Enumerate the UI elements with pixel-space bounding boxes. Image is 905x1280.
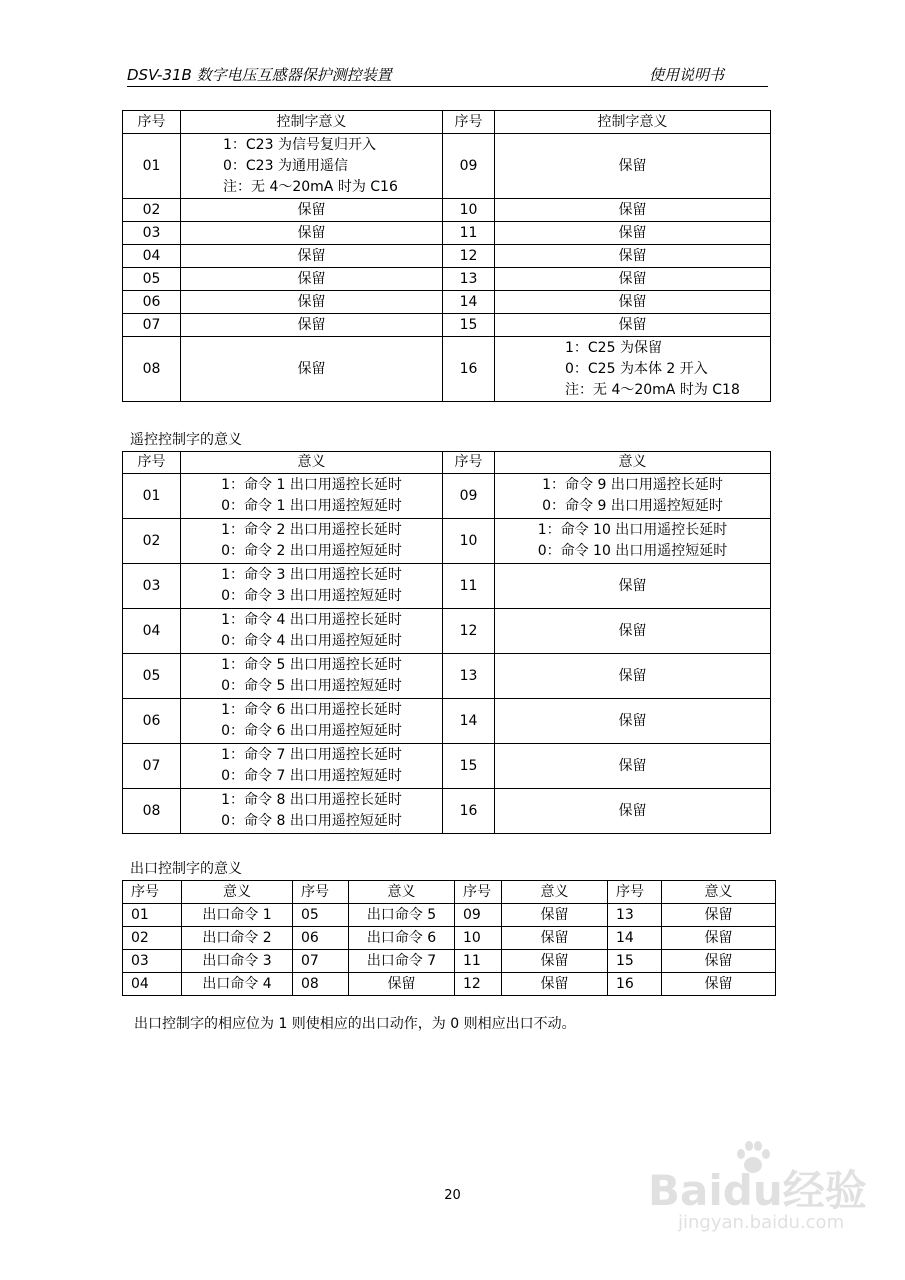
row-number: 15: [443, 744, 495, 789]
column-header: 意义: [495, 452, 771, 474]
cell-meaning: [181, 134, 443, 199]
cell-meaning: [181, 744, 443, 789]
cell-meaning: 保留: [662, 927, 776, 950]
table-row: [123, 474, 771, 519]
row-number: 14: [443, 291, 495, 314]
row-number: 16: [443, 337, 495, 402]
cell-meaning: 保留: [495, 744, 771, 789]
column-header: 意义: [349, 881, 455, 904]
row-number: 06: [123, 699, 181, 744]
meaning-line: 1：命令 6 出口用遥控长延时: [221, 702, 402, 718]
cell-meaning: 保留: [495, 245, 771, 268]
remote-control-caption: 遥控控制字的意义: [130, 432, 242, 448]
cell-meaning: 保留: [502, 927, 608, 950]
page-header: [127, 64, 768, 87]
meaning-line: 1：命令 9 出口用遥控长延时: [542, 477, 723, 493]
cell-meaning: 保留: [181, 268, 443, 291]
document-type: 使用说明书: [648, 66, 724, 84]
row-number: 15: [443, 314, 495, 337]
page-number: 20: [444, 1188, 461, 1203]
meaning-line: 1：C23 为信号复归开入: [223, 136, 376, 153]
row-number: 12: [455, 973, 502, 996]
document-title: DSV-31B 数字电压互感器保护测控装置: [127, 66, 392, 84]
table-row: [123, 222, 771, 245]
meaning-line: 0：命令 3 出口用遥控短延时: [221, 588, 402, 604]
control-word-table: [122, 110, 771, 402]
output-control-note: 出口控制字的相应位为 1 则使相应的出口动作，为 0 则相应出口不动。: [134, 1016, 576, 1032]
row-number: 08: [293, 973, 349, 996]
row-number: 09: [443, 134, 495, 199]
row-number: 04: [123, 973, 182, 996]
table-row: [123, 973, 776, 996]
row-number: 08: [123, 337, 181, 402]
row-number: 13: [443, 268, 495, 291]
row-number: 16: [443, 789, 495, 834]
row-number: 11: [443, 564, 495, 609]
cell-meaning: 出口命令 4: [182, 973, 293, 996]
column-header: 序号: [608, 881, 662, 904]
cell-meaning: 出口命令 7: [349, 950, 455, 973]
meaning-line: 0：命令 9 出口用遥控短延时: [542, 498, 723, 514]
meaning-line: 0：命令 1 出口用遥控短延时: [221, 498, 402, 514]
row-number: 06: [123, 291, 181, 314]
row-number: 03: [123, 950, 182, 973]
table-row: [123, 134, 771, 199]
cell-meaning: 保留: [349, 973, 455, 996]
cell-meaning: 保留: [495, 564, 771, 609]
meaning-line: 0：命令 2 出口用遥控短延时: [221, 543, 402, 559]
row-number: 09: [443, 474, 495, 519]
row-number: 02: [123, 199, 181, 222]
row-number: 09: [455, 904, 502, 927]
cell-meaning: 保留: [181, 222, 443, 245]
table-row: [123, 337, 771, 402]
cell-meaning: 保留: [495, 699, 771, 744]
table-row: [123, 564, 771, 609]
row-number: 15: [608, 950, 662, 973]
row-number: 04: [123, 245, 181, 268]
column-header: 意义: [181, 452, 443, 474]
meaning-line: 1：命令 7 出口用遥控长延时: [221, 747, 402, 763]
row-number: 07: [123, 314, 181, 337]
meaning-line: 1：C25 为保留: [565, 339, 662, 356]
table-row: [123, 519, 771, 564]
meaning-line: 0：命令 7 出口用遥控短延时: [221, 768, 402, 784]
table-row: [123, 654, 771, 699]
cell-meaning: 出口命令 5: [349, 904, 455, 927]
row-number: 06: [293, 927, 349, 950]
meaning-line: 1：命令 8 出口用遥控长延时: [221, 792, 402, 808]
column-header: 序号: [123, 111, 181, 134]
meaning-line: 0：命令 6 出口用遥控短延时: [221, 723, 402, 739]
row-number: 11: [455, 950, 502, 973]
cell-meaning: 保留: [502, 950, 608, 973]
watermark-url: jingyan.baidu.com: [678, 1212, 845, 1233]
cell-meaning: 保留: [502, 973, 608, 996]
row-number: 01: [123, 134, 181, 199]
output-control-caption: 出口控制字的意义: [130, 861, 242, 877]
cell-meaning: [181, 474, 443, 519]
meaning-line: 1：命令 1 出口用遥控长延时: [221, 477, 402, 493]
table-row: [123, 245, 771, 268]
row-number: 04: [123, 609, 181, 654]
meaning-line: 1：命令 4 出口用遥控长延时: [221, 612, 402, 628]
output-control-table: [122, 880, 776, 996]
cell-meaning: 保留: [662, 973, 776, 996]
meaning-line: 1：命令 2 出口用遥控长延时: [221, 522, 402, 538]
remote-control-table: [122, 451, 771, 834]
cell-meaning: 保留: [181, 245, 443, 268]
cell-meaning: 保留: [495, 291, 771, 314]
table-header-row: [123, 452, 771, 474]
cell-meaning: 保留: [495, 789, 771, 834]
row-number: 13: [443, 654, 495, 699]
table-row: [123, 927, 776, 950]
meaning-line: 注：无 4～20mA 时为 C16: [223, 178, 398, 195]
meaning-line: 0：命令 4 出口用遥控短延时: [221, 633, 402, 649]
row-number: 03: [123, 564, 181, 609]
row-number: 03: [123, 222, 181, 245]
table-row: [123, 904, 776, 927]
table-header-row: [123, 881, 776, 904]
table-row: [123, 950, 776, 973]
row-number: 07: [293, 950, 349, 973]
cell-meaning: 保留: [495, 654, 771, 699]
row-number: 07: [123, 744, 181, 789]
row-number: 12: [443, 245, 495, 268]
row-number: 10: [455, 927, 502, 950]
column-header: 序号: [123, 452, 181, 474]
cell-meaning: [181, 654, 443, 699]
cell-meaning: [181, 699, 443, 744]
column-header: 序号: [293, 881, 349, 904]
column-header: 意义: [182, 881, 293, 904]
cell-meaning: 保留: [181, 199, 443, 222]
row-number: 05: [123, 268, 181, 291]
cell-meaning: [495, 474, 771, 519]
cell-meaning: 保留: [502, 904, 608, 927]
row-number: 14: [608, 927, 662, 950]
meaning-line: 0：命令 5 出口用遥控短延时: [221, 678, 402, 694]
meaning-line: 0：C23 为通用遥信: [223, 157, 348, 174]
column-header: 控制字意义: [181, 111, 443, 134]
cell-meaning: 保留: [495, 314, 771, 337]
row-number: 05: [123, 654, 181, 699]
cell-meaning: 出口命令 3: [182, 950, 293, 973]
column-header: 序号: [455, 881, 502, 904]
column-header: 序号: [443, 111, 495, 134]
meaning-line: 1：命令 5 出口用遥控长延时: [221, 657, 402, 673]
column-header: 意义: [502, 881, 608, 904]
meaning-line: 0：C25 为本体 2 开入: [565, 360, 708, 377]
cell-meaning: 保留: [181, 291, 443, 314]
cell-meaning: [181, 789, 443, 834]
table-row: [123, 268, 771, 291]
row-number: 13: [608, 904, 662, 927]
cell-meaning: 保留: [181, 314, 443, 337]
column-header: 控制字意义: [495, 111, 771, 134]
cell-meaning: 保留: [495, 268, 771, 291]
table-row: [123, 291, 771, 314]
cell-meaning: 保留: [495, 222, 771, 245]
cell-meaning: [495, 519, 771, 564]
watermark: [648, 1138, 888, 1238]
meaning-line: 0：命令 10 出口用遥控短延时: [537, 543, 728, 559]
table-row: [123, 314, 771, 337]
table-header-row: [123, 111, 771, 134]
row-number: 10: [443, 519, 495, 564]
row-number: 05: [293, 904, 349, 927]
column-header: 序号: [443, 452, 495, 474]
row-number: 01: [123, 904, 182, 927]
cell-meaning: [181, 519, 443, 564]
table-row: [123, 744, 771, 789]
cell-meaning: 保留: [662, 904, 776, 927]
row-number: 02: [123, 927, 182, 950]
cell-meaning: 保留: [181, 337, 443, 402]
row-number: 10: [443, 199, 495, 222]
meaning-line: 1：命令 10 出口用遥控长延时: [537, 522, 728, 538]
watermark-brand: Baidu经验: [648, 1166, 867, 1215]
meaning-line: 0：命令 8 出口用遥控短延时: [221, 813, 402, 829]
table-row: [123, 699, 771, 744]
meaning-line: 注：无 4～20mA 时为 C18: [565, 381, 740, 398]
cell-meaning: [495, 337, 771, 402]
row-number: 12: [443, 609, 495, 654]
cell-meaning: 出口命令 2: [182, 927, 293, 950]
cell-meaning: 出口命令 6: [349, 927, 455, 950]
column-header: 序号: [123, 881, 182, 904]
cell-meaning: [181, 609, 443, 654]
table-row: [123, 609, 771, 654]
row-number: 08: [123, 789, 181, 834]
cell-meaning: 保留: [662, 950, 776, 973]
cell-meaning: [181, 564, 443, 609]
row-number: 01: [123, 474, 181, 519]
row-number: 14: [443, 699, 495, 744]
column-header: 意义: [662, 881, 776, 904]
cell-meaning: 保留: [495, 199, 771, 222]
row-number: 11: [443, 222, 495, 245]
cell-meaning: 保留: [495, 609, 771, 654]
row-number: 02: [123, 519, 181, 564]
cell-meaning: 保留: [495, 134, 771, 199]
meaning-line: 1：命令 3 出口用遥控长延时: [221, 567, 402, 583]
cell-meaning: 出口命令 1: [182, 904, 293, 927]
table-row: [123, 789, 771, 834]
row-number: 16: [608, 973, 662, 996]
table-row: [123, 199, 771, 222]
